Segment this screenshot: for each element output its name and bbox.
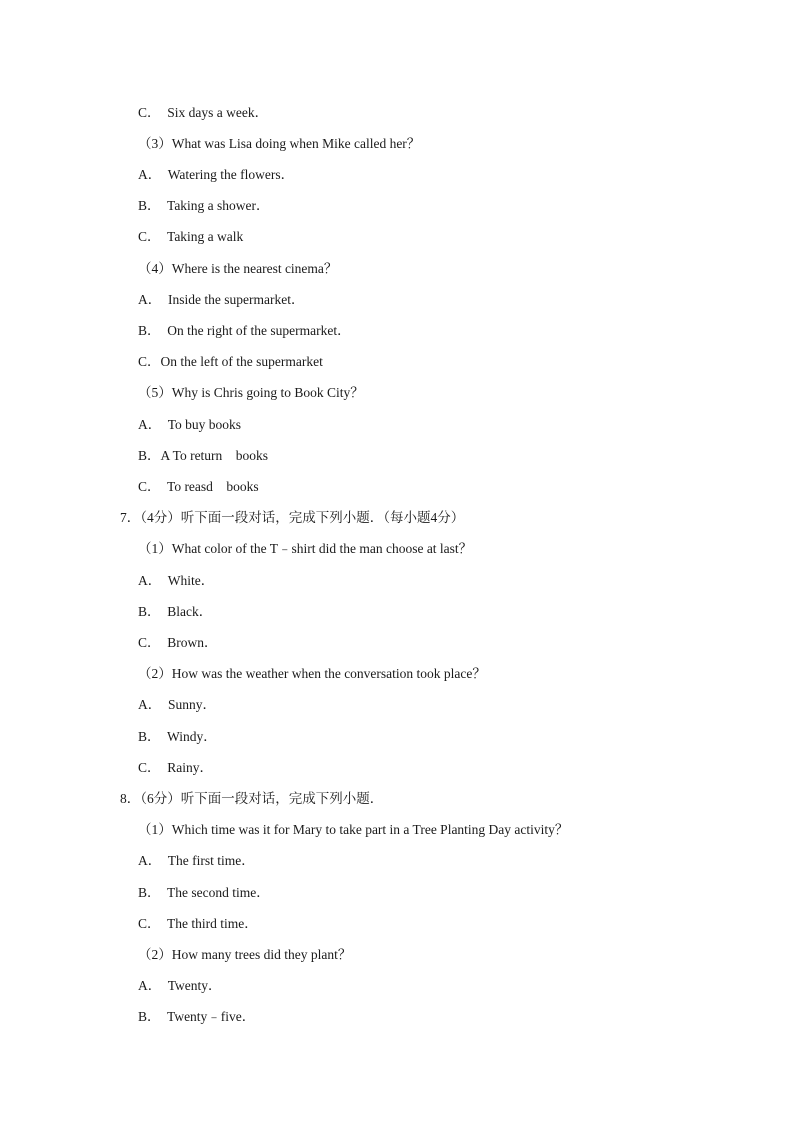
question-heading: 8．（6分）听下面一段对话，完成下列小题． <box>120 790 384 806</box>
answer-option: C． Six days a week． <box>138 104 269 120</box>
sub-question: （4）Where is the nearest cinema？ <box>138 260 338 276</box>
answer-option: A． To buy books <box>138 416 242 432</box>
answer-option: B． Taking a shower． <box>138 198 270 214</box>
answer-option: C． Rainy． <box>138 759 214 775</box>
answer-option: B． Twenty﹣five． <box>138 1009 256 1025</box>
sub-question: （1）What color of the T﹣shirt did the man choose at last？ <box>138 541 473 557</box>
answer-option: B．A To return books <box>138 447 269 463</box>
question-heading: 7．（4分）听下面一段对话，完成下列小题．（每小题4分） <box>120 510 465 526</box>
answer-option: A． White． <box>138 572 215 588</box>
answer-option: A． The first time． <box>138 853 255 869</box>
answer-option: B． Windy． <box>138 728 217 744</box>
answer-option: C． To reasd books <box>138 478 259 494</box>
answer-option: B． The second time． <box>138 884 270 900</box>
answer-option: A． Inside the supermarket． <box>138 291 305 307</box>
sub-question: （2）How many trees did they plant？ <box>138 946 352 962</box>
answer-option: A． Twenty． <box>138 978 222 994</box>
sub-question: （5）Why is Chris going to Book City？ <box>138 385 364 401</box>
answer-option: A． Watering the flowers． <box>138 166 295 182</box>
answer-option: C． Brown． <box>138 634 218 650</box>
answer-option: B． On the right of the supermarket． <box>138 322 351 338</box>
answer-option: C． Taking a walk <box>138 229 244 245</box>
sub-question: （1）Which time was it for Mary to take part in a Tree Planting Day activity？ <box>138 822 569 838</box>
answer-option: C．On the left of the supermarket <box>138 354 323 370</box>
answer-option: B． Black． <box>138 603 213 619</box>
sub-question: （2）How was the weather when the conversation took place？ <box>138 666 486 682</box>
answer-option: C． The third time． <box>138 915 258 931</box>
answer-option: A． Sunny． <box>138 697 217 713</box>
sub-question: （3）What was Lisa doing when Mike called her？ <box>138 135 421 151</box>
